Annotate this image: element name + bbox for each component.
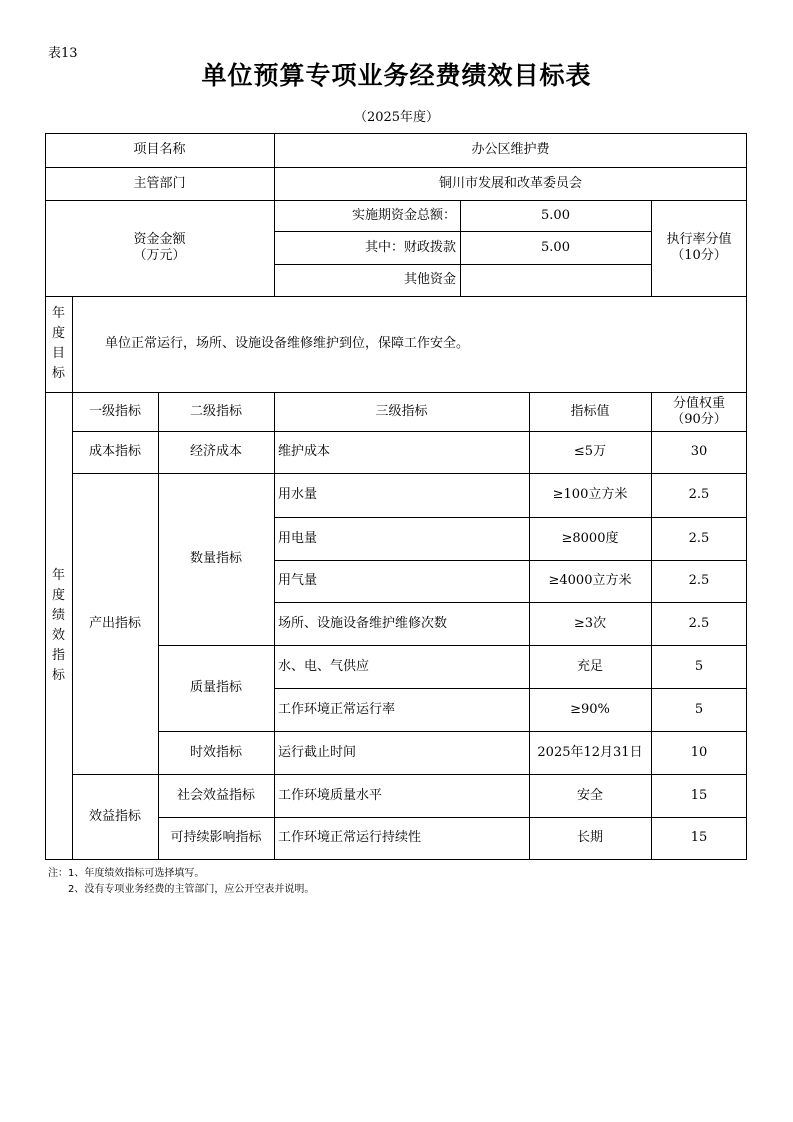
indicator-name: 用电量 (278, 530, 318, 546)
level2-sustainability: 可持续影响指标 (170, 830, 262, 845)
indicator-weight: 30 (690, 444, 708, 459)
table-number: 表13 (48, 46, 78, 61)
indicator-value: 充足 (576, 658, 603, 674)
indicator-value: ≥3次 (573, 615, 607, 631)
header-level3: 三级指标 (375, 403, 428, 419)
indicator-name: 工作环境质量水平 (278, 787, 383, 803)
execution-rate-line2: （10分） (671, 248, 727, 263)
level1-output: 产出指标 (88, 615, 141, 631)
fiscal-funds-value: 5.00 (541, 239, 570, 255)
execution-rate-line1: 执行率分值 (666, 232, 732, 247)
level2-quality: 质量指标 (189, 680, 242, 695)
funds-label (45, 200, 274, 296)
indicator-name: 运行截止时间 (278, 744, 357, 760)
indicator-name: 场所、设施设备维护维修次数 (278, 615, 448, 631)
annual-goal-label: 年度目标 (51, 306, 65, 381)
funds-label-line2: （万元） (133, 248, 186, 263)
indicator-weight: 2.5 (688, 487, 710, 502)
level2-social-benefit: 社会效益指标 (176, 787, 255, 803)
execution-rate-score (651, 200, 747, 296)
hline (45, 859, 747, 860)
indicator-value: ≥8000度 (561, 530, 619, 546)
indicator-value: 2025年12月31日 (537, 744, 643, 760)
header-level1: 一级指标 (88, 403, 141, 419)
indicator-weight: 15 (690, 787, 708, 803)
indicator-name: 维护成本 (278, 444, 331, 459)
indicator-weight: 2.5 (688, 530, 710, 546)
level2-timeliness: 时效指标 (189, 744, 242, 760)
indicator-name: 用水量 (278, 487, 318, 502)
level2-economic-cost: 经济成本 (189, 444, 242, 459)
indicator-value: 安全 (576, 787, 603, 803)
header-weight-line1: 分值权重 (672, 395, 725, 411)
department-value: 铜川市发展和改革委员会 (438, 175, 582, 191)
indicator-weight: 15 (690, 830, 708, 845)
indicator-weight: 5 (694, 701, 704, 717)
fiscal-funds-label: 其中：财政拨款 (364, 239, 456, 255)
indicator-value: ≥100立方米 (552, 487, 628, 502)
indicator-value: ≥4000立方米 (548, 573, 632, 588)
footnotes (48, 866, 314, 898)
header-weight (651, 392, 747, 431)
department-label: 主管部门 (133, 175, 186, 191)
indicator-name: 工作环境正常运行持续性 (278, 830, 422, 845)
indicators-side-label: 年度绩效指标 (51, 568, 65, 683)
header-value: 指标值 (570, 403, 610, 419)
footnote-2: 2、没有专项业务经费的主管部门，应公开空表并说明。 (68, 884, 315, 895)
level1-benefit: 效益指标 (88, 808, 141, 824)
annual-goal-text: 单位正常运行，场所、设施设备维修维护到位，保障工作安全。 (105, 336, 470, 351)
project-name-label: 项目名称 (133, 142, 186, 157)
indicator-name: 工作环境正常运行率 (278, 701, 396, 717)
indicator-weight: 5 (694, 658, 704, 674)
indicator-value: ≥90% (570, 701, 610, 717)
header-weight-line2: （90分） (671, 411, 727, 427)
indicator-weight: 2.5 (688, 615, 710, 631)
other-funds-label: 其他资金 (403, 272, 456, 287)
footnote-1: 注：1、年度绩效指标可选择填写。 (48, 868, 205, 879)
indicator-name: 用气量 (278, 573, 318, 588)
other-funds-value (460, 264, 651, 296)
indicator-value: 长期 (576, 830, 603, 845)
level2-quantity: 数量指标 (189, 551, 242, 566)
total-funds-label: 实施期资金总额： (351, 207, 456, 223)
level1-cost: 成本指标 (88, 444, 141, 459)
funds-label-line1: 资金金额 (133, 232, 186, 247)
performance-table (45, 133, 747, 859)
indicator-value: ≤5万 (573, 444, 607, 459)
indicator-weight: 10 (690, 744, 708, 760)
indicator-weight: 2.5 (688, 573, 710, 588)
fiscal-year: （2025年度） (353, 110, 440, 125)
indicator-name: 水、电、气供应 (278, 658, 370, 674)
project-name-value: 办公区维护费 (471, 142, 550, 157)
header-level2: 二级指标 (189, 403, 242, 419)
page-title: 单位预算专项业务经费绩效目标表 (201, 61, 592, 90)
total-funds-value: 5.00 (541, 207, 570, 223)
